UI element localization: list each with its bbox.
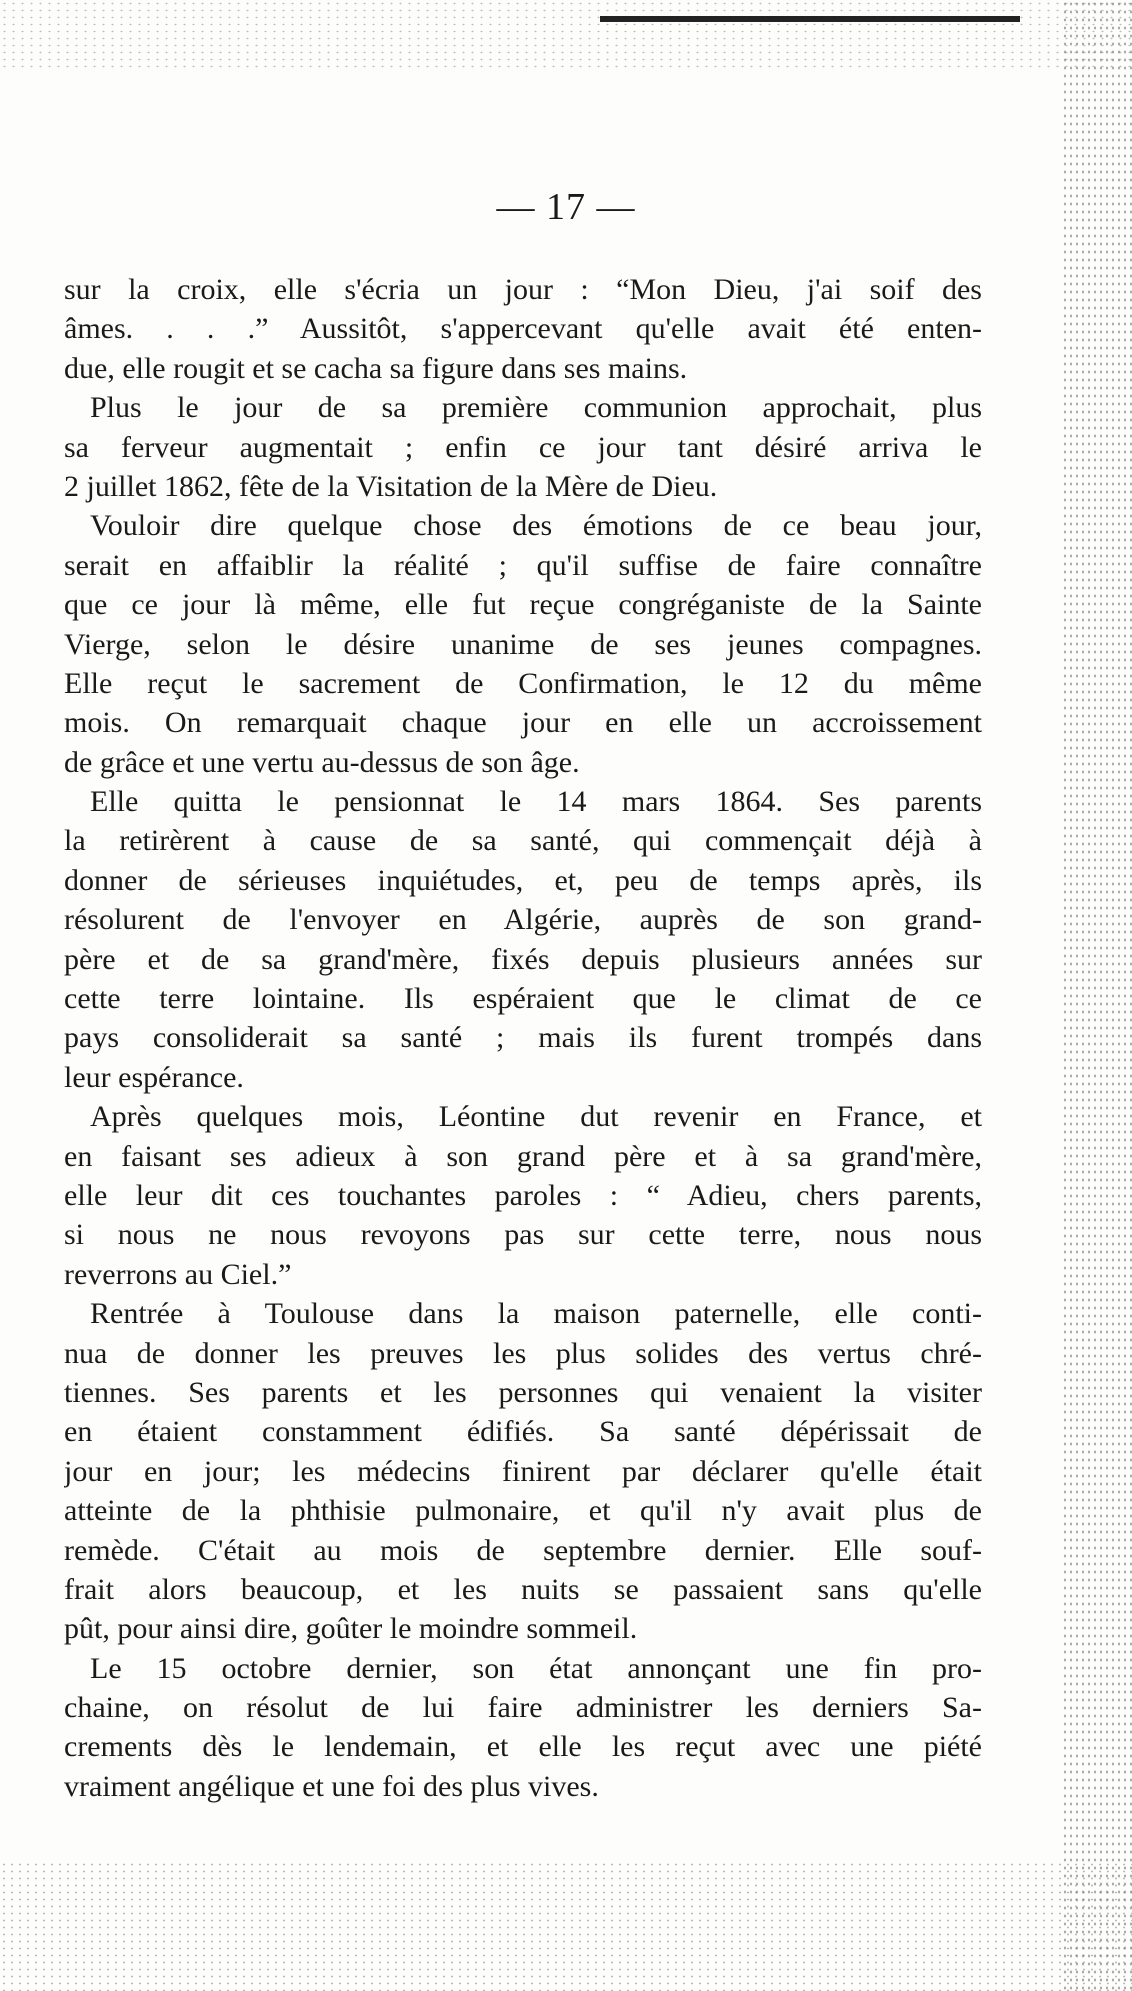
body-text — [64, 270, 982, 1806]
text-line: cette terre lointaine. Ils espéraient que le climat de ce — [64, 982, 982, 1016]
scan-noise-bottom — [0, 1861, 1132, 1991]
text-line: tiennes. Ses parents et les personnes qui venaient la visiter — [64, 1375, 982, 1409]
scan-noise-top — [0, 0, 1132, 70]
scan-noise-right — [1062, 0, 1132, 1991]
text-line: atteinte de la phthisie pulmonaire, et qu'il n'y avait plus de — [64, 1494, 982, 1528]
text-line: frait alors beaucoup, et les nuits se passaient sans qu'elle — [64, 1572, 982, 1606]
page-number: — 17 — — [496, 186, 636, 228]
text-line: sa ferveur augmentait ; enfin ce jour tant désiré arriva le — [64, 430, 982, 464]
text-line: vraiment angélique et une foi des plus vives. — [64, 1769, 599, 1803]
text-line: Elle reçut le sacrement de Confirmation, le 12 du même — [64, 666, 982, 700]
text-line: Après quelques mois, Léontine dut revenir en France, et — [90, 1100, 982, 1134]
text-line: Elle quitta le pensionnat le 14 mars 1864. Ses parents — [90, 785, 982, 819]
text-line: Vierge, selon le désire unanime de ses jeunes compagnes. — [64, 627, 982, 661]
text-line: leur espérance. — [64, 1060, 244, 1094]
text-line: âmes. . . .” Aussitôt, s'appercevant qu'elle avait été enten- — [64, 312, 982, 346]
text-line: jour en jour; les médecins finirent par déclarer qu'elle était — [64, 1454, 982, 1488]
text-line: Vouloir dire quelque chose des émotions de ce beau jour, — [90, 509, 982, 543]
text-line: remède. C'était au mois de septembre dernier. Elle souf- — [64, 1533, 982, 1567]
text-line: si nous ne nous revoyons pas sur cette terre, nous nous — [64, 1218, 982, 1252]
text-line: mois. On remarquait chaque jour en elle un accroissement — [64, 706, 982, 740]
text-line: crements dès le lendemain, et elle les reçut avec une piété — [64, 1730, 982, 1764]
text-line: père et de sa grand'mère, fixés depuis plusieurs années sur — [64, 942, 982, 976]
text-line: 2 juillet 1862, fête de la Visitation de la Mère de Dieu. — [64, 469, 718, 503]
text-line: due, elle rougit et se cacha sa figure dans ses mains. — [64, 351, 688, 385]
text-line: sur la croix, elle s'écria un jour : “Mon Dieu, j'ai soif des — [64, 273, 982, 306]
text-line: résolurent de l'envoyer en Algérie, auprès de son grand- — [64, 903, 982, 937]
text-line: la retirèrent à cause de sa santé, qui commençait déjà à — [64, 824, 982, 858]
text-line: elle leur dit ces touchantes paroles : “ Adieu, chers parents, — [64, 1178, 982, 1212]
text-line: que ce jour là même, elle fut reçue congréganiste de la Sainte — [64, 588, 982, 622]
text-line: chaine, on résolut de lui faire administrer les derniers Sa- — [64, 1691, 982, 1725]
text-line: pût, pour ainsi dire, goûter le moindre sommeil. — [64, 1612, 638, 1646]
text-line: nua de donner les preuves les plus solides des vertus chré- — [64, 1336, 982, 1370]
top-rule — [600, 16, 1020, 22]
text-line: donner de sérieuses inquiétudes, et, peu de temps après, ils — [64, 863, 982, 897]
text-line: Rentrée à Toulouse dans la maison paternelle, elle conti- — [90, 1297, 982, 1331]
text-line: Plus le jour de sa première communion approchait, plus — [90, 391, 982, 425]
text-line: reverrons au Ciel.” — [64, 1257, 292, 1291]
text-line: Le 15 octobre dernier, son état annonçant une fin pro- — [90, 1651, 982, 1685]
text-line: serait en affaiblir la réalité ; qu'il suffise de faire connaître — [64, 548, 982, 582]
text-line: pays consoliderait sa santé ; mais ils furent trompés dans — [64, 1021, 982, 1055]
text-line: en étaient constamment édifiés. Sa santé dépérissait de — [64, 1415, 982, 1449]
text-line: en faisant ses adieux à son grand père et à sa grand'mère, — [64, 1139, 982, 1173]
text-line: de grâce et une vertu au-dessus de son âge. — [64, 745, 580, 779]
